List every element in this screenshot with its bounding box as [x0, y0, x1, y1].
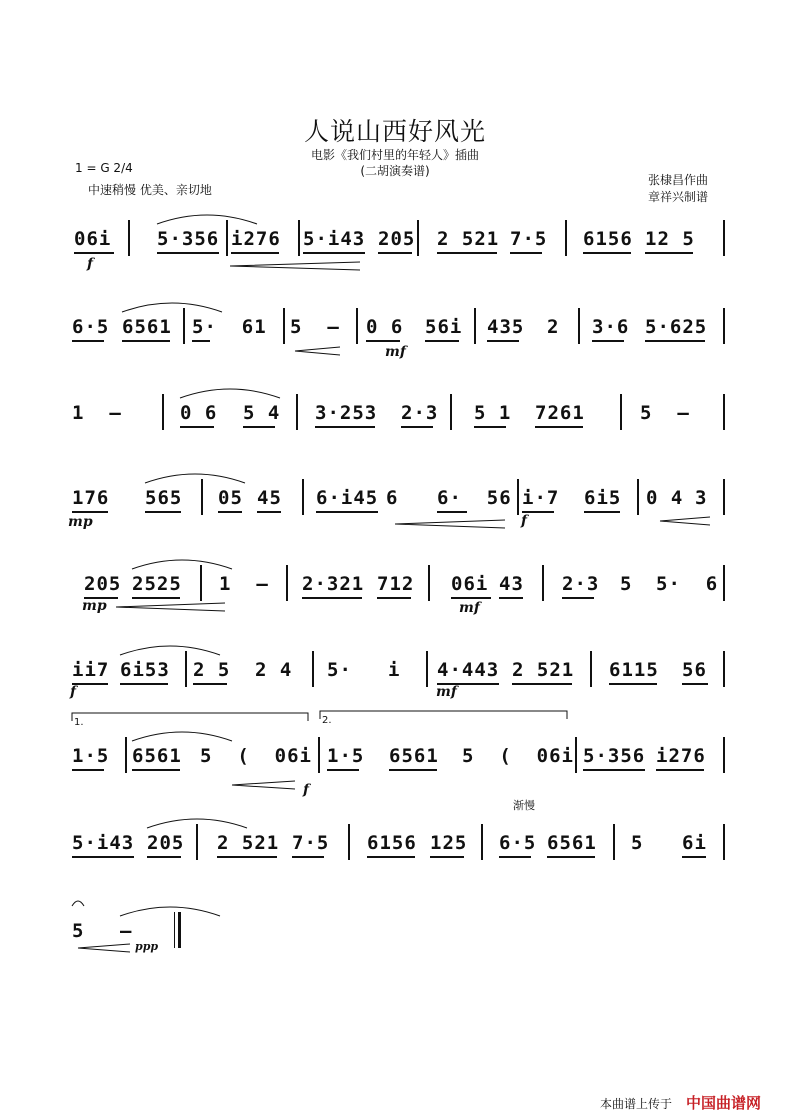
- note-group: 06i: [74, 228, 112, 250]
- slur: [147, 819, 247, 828]
- note-group: 5· 61: [192, 316, 267, 338]
- note-group: 05: [218, 487, 243, 509]
- note-group: 6i5: [584, 487, 622, 509]
- note-group: 2 521: [512, 659, 575, 681]
- note-group: 205: [84, 573, 122, 595]
- note-group: 7261: [535, 402, 585, 424]
- crescendo-hairpin: [395, 520, 505, 528]
- note-group: 5·356: [583, 745, 646, 767]
- note-group: 12 5: [645, 228, 695, 250]
- dynamic-ppp: ppp: [135, 940, 159, 953]
- note-group: 5 4: [243, 402, 281, 424]
- note-group: 2: [547, 316, 560, 338]
- dynamic-f-4: f: [303, 782, 310, 798]
- note-group: 2 521: [437, 228, 500, 250]
- slur: [120, 907, 220, 916]
- note-group: i·7: [522, 487, 560, 509]
- note-group: 43: [499, 573, 524, 595]
- note-group: 6561: [547, 832, 597, 854]
- note-group: 3·253: [315, 402, 378, 424]
- crescendo-hairpin: [230, 262, 360, 270]
- slur: [120, 646, 220, 655]
- note-group: 2 5: [193, 659, 231, 681]
- note-group: 6: [386, 487, 399, 509]
- note-group: 1 –: [219, 573, 269, 595]
- note-group: 6156: [367, 832, 417, 854]
- note-group: 6156: [583, 228, 633, 250]
- note-group: 6561: [132, 745, 182, 767]
- note-group: i: [388, 659, 401, 681]
- dynamic-mf-3: mf: [436, 684, 457, 700]
- note-group: ii7: [72, 659, 110, 681]
- volta-bracket-second: [320, 711, 567, 719]
- volta-second: 2.: [322, 715, 332, 726]
- note-group: 2 521: [217, 832, 280, 854]
- note-group: 2 4: [255, 659, 293, 681]
- crescendo-hairpin: [116, 603, 225, 611]
- note-group: 4·443: [437, 659, 500, 681]
- slur: [145, 474, 245, 483]
- note-group: 56i: [425, 316, 463, 338]
- note-group: 5 1: [474, 402, 512, 424]
- note-group: 7·5: [292, 832, 330, 854]
- decrescendo-hairpin: [78, 944, 130, 952]
- note-group: 0 6: [180, 402, 218, 424]
- arrangement-note: (二胡演奏谱): [360, 164, 430, 178]
- slur: [157, 215, 257, 224]
- note-group: 712: [377, 573, 415, 595]
- note-group: 3·6: [592, 316, 630, 338]
- key-signature: 1 = G 2/4: [75, 161, 133, 175]
- note-group: 0 4: [646, 487, 684, 509]
- note-group: 0 6: [366, 316, 404, 338]
- arranger-credit: 章祥兴制谱: [648, 190, 709, 204]
- note-group: –: [120, 920, 133, 942]
- note-group: 1·5: [327, 745, 365, 767]
- note-group: 2525: [132, 573, 182, 595]
- note-group: 6561: [122, 316, 172, 338]
- site-logo: 中国曲谱网: [686, 1094, 762, 1112]
- note-group: 5·i43: [303, 228, 366, 250]
- rit-marking: 渐慢: [513, 799, 535, 812]
- page-title: 人说山西好风光: [303, 117, 486, 146]
- slur: [122, 303, 222, 312]
- footer-upload-text: 本曲谱上传于: [600, 1097, 673, 1111]
- note-group: 3: [695, 487, 708, 509]
- volta-first: 1.: [74, 717, 84, 728]
- tempo-marking: 中速稍慢 优美、亲切地: [88, 183, 212, 197]
- dynamic-f-1: f: [87, 256, 94, 272]
- dynamic-mf-2: mf: [459, 600, 480, 616]
- note-group: 5·: [327, 659, 352, 681]
- note-group: 7·5: [510, 228, 548, 250]
- decrescendo-hairpin: [660, 517, 710, 525]
- note-group: 1·5: [72, 745, 110, 767]
- dynamic-mp-2: mp: [82, 598, 107, 614]
- slur: [180, 389, 280, 398]
- note-group: 06i: [451, 573, 489, 595]
- note-group: 45: [257, 487, 282, 509]
- note-group: 5 ( 06i: [462, 745, 574, 767]
- note-group: 6i: [682, 832, 707, 854]
- volta-bracket-first: [72, 713, 308, 721]
- note-group: 5· 6: [656, 573, 719, 595]
- note-group: 5 –: [640, 402, 690, 424]
- note-group: 5: [631, 832, 644, 854]
- dynamic-f-3: f: [70, 684, 77, 700]
- note-group: 565: [145, 487, 183, 509]
- note-group: 5: [620, 573, 633, 595]
- note-group: 5·356: [157, 228, 220, 250]
- note-group: 205: [147, 832, 185, 854]
- note-group: 176: [72, 487, 110, 509]
- note-group: 6·i45: [316, 487, 379, 509]
- composer-credit: 张棣昌作曲: [648, 173, 709, 187]
- note-group: 56: [682, 659, 707, 681]
- slur: [132, 732, 232, 741]
- dynamic-f-2: f: [521, 513, 528, 529]
- note-group: i276: [656, 745, 706, 767]
- note-group: 6115: [609, 659, 659, 681]
- note-group: 205: [378, 228, 416, 250]
- note-group: 5 ( 06i: [200, 745, 312, 767]
- note-group: 2·321: [302, 573, 365, 595]
- slur: [132, 560, 232, 569]
- note-group: 5 –: [290, 316, 340, 338]
- note-group: 125: [430, 832, 468, 854]
- decrescendo-hairpin: [232, 781, 295, 789]
- note-group: 6· 56: [437, 487, 512, 509]
- note-group: 5·i43: [72, 832, 135, 854]
- decrescendo-hairpin: [295, 347, 340, 355]
- note-group: 5·625: [645, 316, 708, 338]
- note-group: 5: [72, 920, 85, 942]
- fermata: [72, 901, 84, 906]
- note-group: 6561: [389, 745, 439, 767]
- page-subtitle: 电影《我们村里的年轻人》插曲: [310, 148, 479, 162]
- dynamic-mp-1: mp: [68, 514, 93, 530]
- note-group: i276: [231, 228, 281, 250]
- note-group: 6i53: [120, 659, 170, 681]
- note-group: 6·5: [499, 832, 537, 854]
- dynamic-mf-1: mf: [385, 344, 406, 360]
- note-group: 2·3: [401, 402, 439, 424]
- note-group: 2·3: [562, 573, 600, 595]
- note-group: 6·5: [72, 316, 110, 338]
- note-group: 1 –: [72, 402, 122, 424]
- note-group: 435: [487, 316, 525, 338]
